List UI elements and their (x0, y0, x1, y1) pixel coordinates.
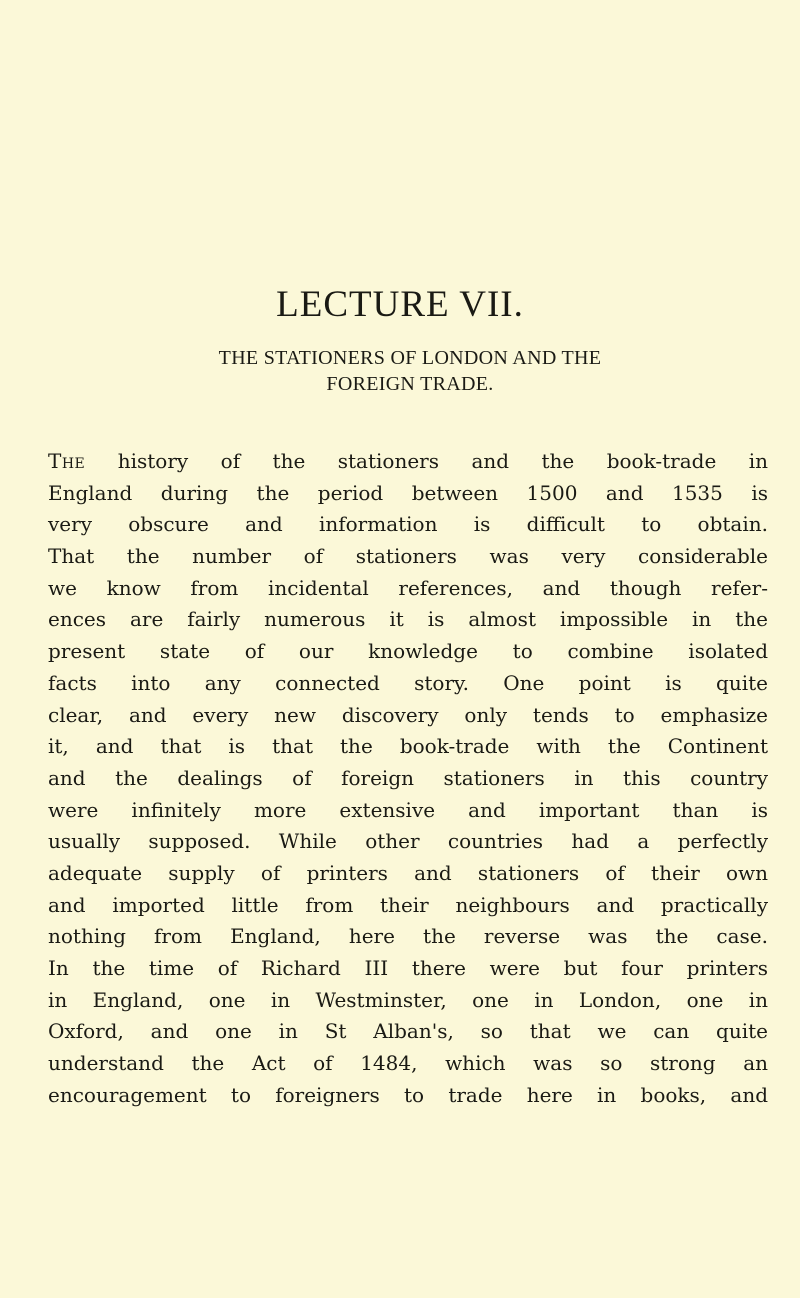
text-line: adequate supply of printers and stationers of their own (48, 860, 768, 885)
text-line-content: history of the stationers and the book-trade in (85, 449, 768, 473)
text-line: ences are fairly numerous it is almost impossible in the (48, 607, 768, 632)
text-line: and the dealings of foreign stationers in this country (48, 765, 768, 790)
text-line: very obscure and information is difficult to obtain. (48, 512, 768, 537)
text-line: in England, one in Westminster, one in London, one in (48, 987, 768, 1012)
text-line: and imported little from their neighbours and practically (48, 892, 768, 917)
text-line: present state of our knowledge to combine isolated (48, 639, 768, 664)
opening-word: The (48, 449, 86, 473)
lecture-title: LECTURE VII. (276, 284, 524, 325)
text-line: That the number of stationers was very considerable (48, 544, 768, 569)
text-line: In the time of Richard III there were but four printers (48, 956, 768, 980)
chapter-heading-line-1: THE STATIONERS OF LONDON AND THE (218, 347, 602, 369)
text-line: it, and that is that the book-trade with the Continent (48, 734, 768, 759)
text-line: encouragement to foreigners to trade here in books, and (48, 1082, 768, 1107)
text-line: nothing from England, here the reverse was the case. (48, 924, 768, 949)
text-line: were infinitely more extensive and important than is (48, 797, 768, 822)
chapter-heading (150, 345, 670, 397)
chapter-heading-line-2: FOREIGN TRADE. (326, 373, 494, 395)
text-line: usually supposed. While other countries had a perfectly (48, 829, 768, 854)
text-line: Oxford, and one in St Alban's, so that we can quite (48, 1019, 768, 1044)
body-text (48, 446, 768, 1111)
text-line: facts into any connected story. One point is quite (48, 670, 768, 695)
text-line: England during the period between 1500 and 1535 is (48, 480, 768, 505)
text-line (48, 446, 768, 478)
text-line: clear, and every new discovery only tends to emphasize (48, 702, 768, 727)
text-line: we know from incidental references, and though refer- (48, 575, 768, 600)
text-line: understand the Act of 1484, which was so strong an (48, 1051, 768, 1076)
